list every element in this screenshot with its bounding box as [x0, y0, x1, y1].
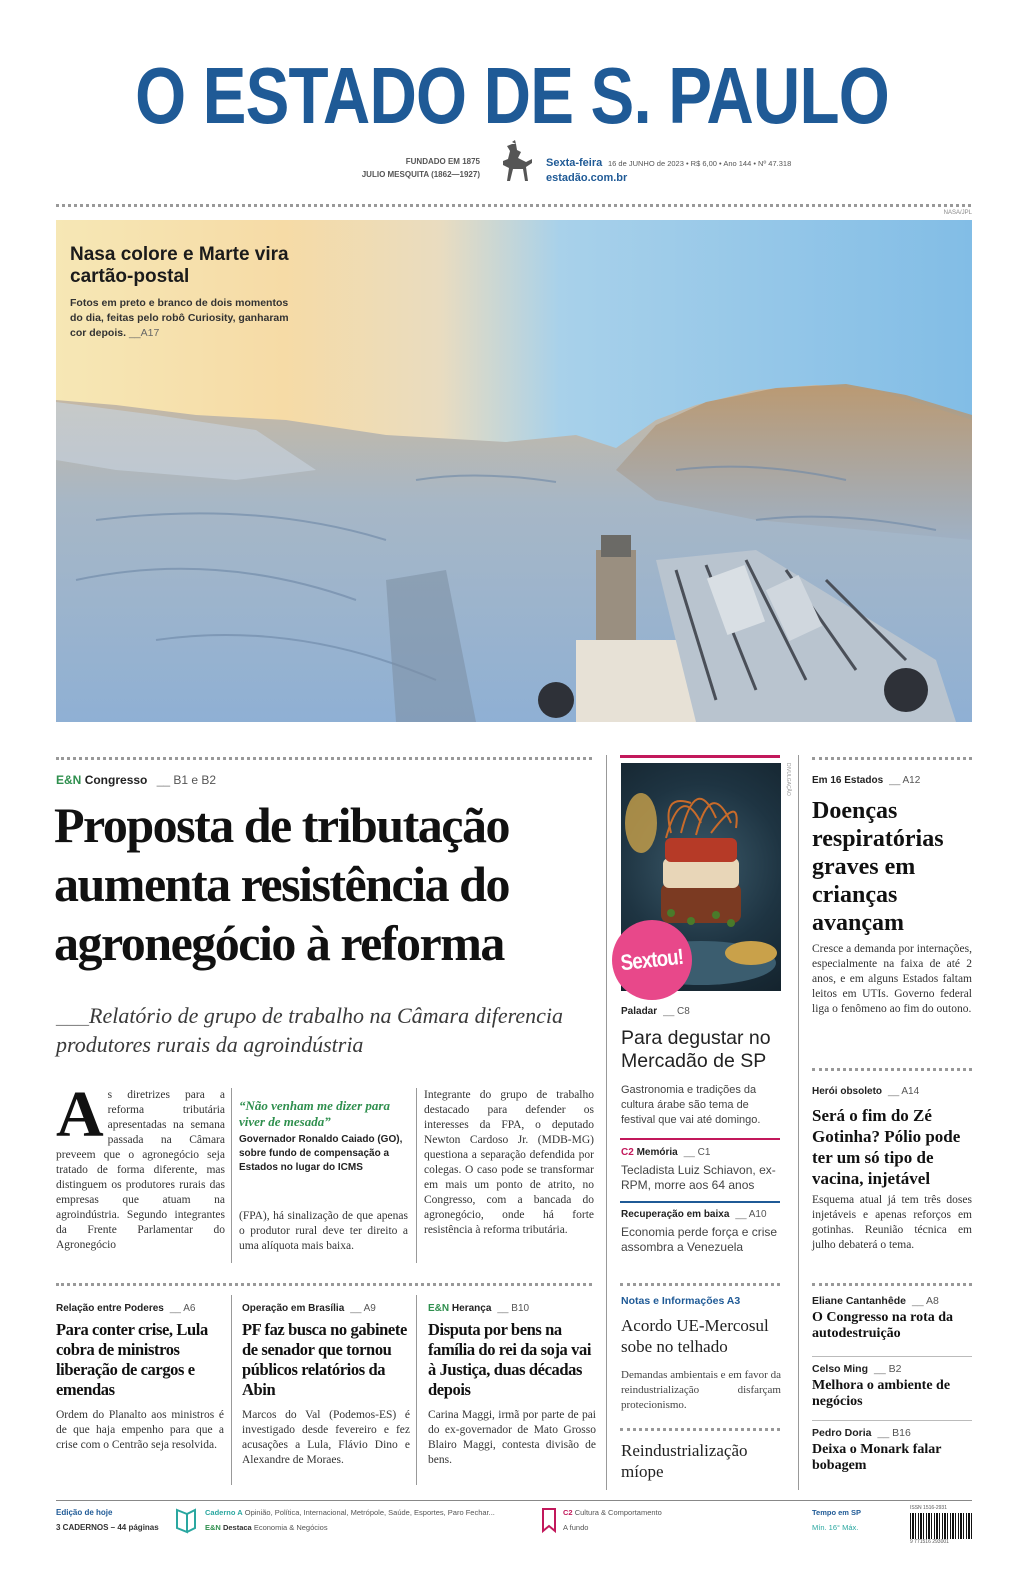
- footer-c2-sub: A fundo: [563, 1523, 589, 1532]
- dateline: 16 de JUNHO de 2023 • R$ 6,00 • Ano 144 • Nº 47.318: [608, 159, 792, 168]
- right-left-rule: [798, 755, 799, 1490]
- mid-story1-text: Gastronomia e tradições da cultura árabe são tema de festival que vai até domingo.: [621, 1084, 761, 1126]
- lead-page-ref: __ B1 e B2: [157, 773, 216, 787]
- bottom-story-1: Relação entre Poderes__ A6 Para conter crise, Lula cobra de ministros liberação de cargos e emendas Ordem do Planalto aos ministros é de que haja empenho para que a crise com o Centrão seja resolvida.: [56, 1303, 224, 1453]
- mid-left-rule: [606, 755, 607, 1490]
- lead-col-2-text: (FPA), há sinalização de que apenas o produtor rural deve ter direito a uma alíquota mais baixa.: [239, 1210, 408, 1252]
- bottom-3-text: Carina Maggi, irmã por parte de pai do ex-governador de Mato Grosso Blairo Maggi, contesta divisão de bens.: [428, 1409, 596, 1466]
- right-divider-1: [812, 1068, 972, 1071]
- mid-story1-headline[interactable]: Para degustar no Mercadão de SP: [621, 1027, 771, 1072]
- lead-section: Congresso: [84, 773, 148, 787]
- right-story1-text: Cresce a demanda por internações, especialmente na faixa de até 2 anos, e em alguns Estados faltam leitos em UTIs. Governo federal liga o fenômeno ao fim do outono.: [812, 943, 972, 1015]
- mid-story4-kicker: Notas e Informações A3: [621, 1295, 741, 1307]
- mid-divider-3: [620, 1283, 780, 1286]
- right-story2-kicker: Herói obsoleto__ A14: [812, 1086, 919, 1097]
- lead-headline[interactable]: Proposta de tributação aumenta resistência do agronegócio à reforma: [54, 797, 509, 971]
- mid-story2-kicker: C2 Memória__ C1: [621, 1147, 710, 1158]
- right-story1-headline[interactable]: Doenças respiratórias graves em crianças avançam: [812, 798, 944, 936]
- bottom-rule-2: [416, 1295, 417, 1485]
- sextou-badge: [612, 920, 692, 1000]
- edition-count: 3 CADERNOS – 44 páginas: [56, 1523, 159, 1532]
- food-photo-credit: DIVULGAÇÃO: [785, 763, 791, 796]
- mid-divider-4: [620, 1428, 780, 1431]
- footer-edition: [56, 1508, 176, 1532]
- footer-c2: C2 Cultura & Comportamento: [563, 1508, 662, 1517]
- bottom-2-headline[interactable]: PF faz busca no gabinete de senador que tornou públicos relatórios da Abin: [242, 1320, 407, 1399]
- barcode-number: 9 771516 293001: [910, 1539, 949, 1545]
- right-story2-text: Esquema atual já tem três doses injetáveis e apenas reforços em gotinhas. Reunião técnica em julho debaterá o tema.: [812, 1194, 972, 1251]
- footer-rule: [56, 1500, 972, 1501]
- right-story2-headline[interactable]: Será o fim do Zé Gotinha? Pólio pode ter um só tipo de vacina, injetável: [812, 1106, 961, 1188]
- mid-story1-kicker: Paladar__ C8: [621, 1006, 690, 1017]
- opinion-rule-2: [812, 1420, 972, 1421]
- pull-quote-attribution: Governador Ronaldo Caiado (GO), sobre fundo de compensação a Estados no lugar do ICMS: [239, 1134, 403, 1173]
- right-top-rule: [812, 757, 972, 760]
- bottom-rule: [56, 1283, 592, 1286]
- lead-col-rule-1: [231, 1088, 232, 1263]
- right-divider-2: [812, 1283, 972, 1286]
- weather-values: Mín. 16° Máx.: [812, 1523, 859, 1532]
- opinion-1-title[interactable]: O Congresso na rota da autodestruição: [812, 1310, 954, 1341]
- opinion-2-author: Celso Ming: [812, 1363, 869, 1375]
- weather-label: Tempo em SP: [812, 1508, 862, 1517]
- lead-deck: ___Relatório de grupo de trabalho na Câmara diferencia produtores rurais da agroindústria: [56, 1003, 563, 1057]
- lead-col-3: Integrante do grupo de trabalho destacado para defender os interesses da FPA, o deputado Newton Cardoso Jr. (MDB-MG) questiona a separação defendida por colegas. O caso pode se transformar em mais um ponto de atrito, no Congresso, com a bancada do agronegócio, onde há forte resistência à reforma tributária.: [424, 1089, 594, 1236]
- lead-col-2: [239, 1098, 408, 1254]
- sextou-label: Sextou!: [619, 943, 685, 976]
- bottom-1-headline[interactable]: Para conter crise, Lula cobra de ministros liberação de cargos e emendas: [56, 1320, 208, 1399]
- opinion-col-2: Celso Ming__ B2 Melhora o ambiente de negócios: [812, 1363, 972, 1410]
- opinion-rule-1: [812, 1356, 972, 1357]
- lead-kicker: [56, 773, 216, 787]
- bottom-story-3: E&N Herança__ B10 Disputa por bens na família do rei da soja vai à Justiça, duas décadas depois Carina Maggi, irmã por parte de pai do ex-governador de Mato Grosso Blairo Maggi, contesta divisão de bens.: [428, 1303, 596, 1468]
- mid-story3-text[interactable]: Economia perde força e crise assombra a Venezuela: [621, 1225, 778, 1254]
- mid-divider-2: [620, 1201, 780, 1203]
- lead-deck-text: Relatório de grupo de trabalho na Câmara diferencia produtores rurais da agroindústria: [56, 1003, 563, 1057]
- lead-col-rule-2: [416, 1088, 417, 1263]
- mid-story4-text: Demandas ambientais e em favor da reindustrialização disfarçam protecionismo.: [621, 1369, 781, 1411]
- opinion-3-author: Pedro Doria: [812, 1427, 872, 1439]
- en-tag: E&N: [56, 773, 82, 787]
- weekday-label: Sexta-feira: [546, 157, 603, 169]
- drop-cap: A: [56, 1078, 104, 1151]
- founder-label: JULIO MESQUITA (1862—1927): [361, 170, 480, 179]
- hero-caption: [70, 244, 290, 341]
- opinion-2-title[interactable]: Melhora o ambiente de negócios: [812, 1378, 951, 1409]
- footer-en: E&N Destaca Economia & Negócios: [205, 1523, 328, 1532]
- mid-story3-kicker: Recuperação em baixa__ A10: [621, 1209, 767, 1220]
- caderno-icon: [175, 1506, 197, 1534]
- bottom-rule-1: [231, 1295, 232, 1485]
- opinion-1-author: Eliane Cantanhêde: [812, 1295, 906, 1307]
- lead-top-rule: [56, 757, 592, 760]
- c2-icon: [540, 1506, 558, 1534]
- masthead: [0, 0, 1024, 200]
- footer-caderno-a: Caderno A Opinião, Política, Internacional, Metrópole, Saúde, Esportes, Paro Fechar...: [205, 1508, 495, 1517]
- barcode-block: [910, 1505, 972, 1545]
- lead-col-1: [56, 1078, 225, 1253]
- masthead-title: O ESTADO DE S. PAULO: [135, 51, 889, 140]
- pull-quote: “Não venham me dizer para viver de mesada”: [239, 1098, 390, 1129]
- bottom-3-headline[interactable]: Disputa por bens na família do rei da soja vai à Justiça, duas décadas depois: [428, 1320, 592, 1399]
- photo-credit: NASA/JPL: [943, 210, 972, 216]
- mid-story4-headline[interactable]: Acordo UE-Mercosul sobe no telhado: [621, 1316, 769, 1356]
- bottom-2-text: Marcos do Val (Podemos-ES) é investigado desde fevereiro e fez acusações a Lula, Flávio Dino e Alexandre de Moraes.: [242, 1409, 410, 1466]
- bottom-1-text: Ordem do Planalto aos ministros é de que haja empenho para que a crise com o Centrão seja resolvida.: [56, 1409, 224, 1451]
- mid-story5-headline[interactable]: Reindustrialização míope: [621, 1441, 748, 1481]
- lead-col-1-text: s diretrizes para a reforma tributária apresentadas na semana passada na Câmara preveem que o agronegócio seja tratado de forma diferente, mas distinguem os produtores rurais das empresas que atuam na agroindústria. Segundo integrantes da Frente Parlamentar do Agronegócio: [56, 1089, 225, 1251]
- mid-top-bar: [620, 755, 780, 758]
- edition-label: Edição de hoje: [56, 1508, 113, 1517]
- right-story1-kicker: Em 16 Estados__ A12: [812, 775, 920, 786]
- site-link[interactable]: estadão.com.br: [546, 172, 628, 184]
- opinion-3-title[interactable]: Deixa o Monark falar bobagem: [812, 1442, 942, 1473]
- hero-text: Fotos em preto e branco de dois momentos do dia, feitas pelo robô Curiosity, ganharam cor depois.: [70, 297, 289, 339]
- horse-rider-logo-icon: [490, 140, 536, 186]
- founded-label: FUNDADO EM 1875: [405, 157, 480, 166]
- hero-title[interactable]: Nasa colore e Marte vira cartão-postal: [70, 244, 289, 287]
- masthead-divider: [56, 204, 971, 207]
- opinion-col-1: Eliane Cantanhêde__ A8 O Congresso na rota da autodestruição: [812, 1295, 972, 1342]
- barcode: [910, 1513, 972, 1539]
- footer-weather: [812, 1508, 892, 1532]
- issn-label: ISSN 1516-2931: [910, 1505, 947, 1511]
- hero-page-ref: __A17: [128, 327, 160, 339]
- hero-photo: [56, 220, 972, 722]
- mid-story2-text[interactable]: Tecladista Luiz Schiavon, ex-RPM, morre aos 64 anos: [621, 1163, 776, 1192]
- opinion-col-3: Pedro Doria__ B16 Deixa o Monark falar bobagem: [812, 1427, 972, 1474]
- bottom-story-2: Operação em Brasília__ A9 PF faz busca no gabinete de senador que tornou públicos relatórios da Abin Marcos do Val (Podemos-ES) é investigado desde fevereiro e fez acusações a Lula, Flávio Dino e Alexandre de Moraes.: [242, 1303, 410, 1468]
- mid-divider-1: [620, 1138, 780, 1140]
